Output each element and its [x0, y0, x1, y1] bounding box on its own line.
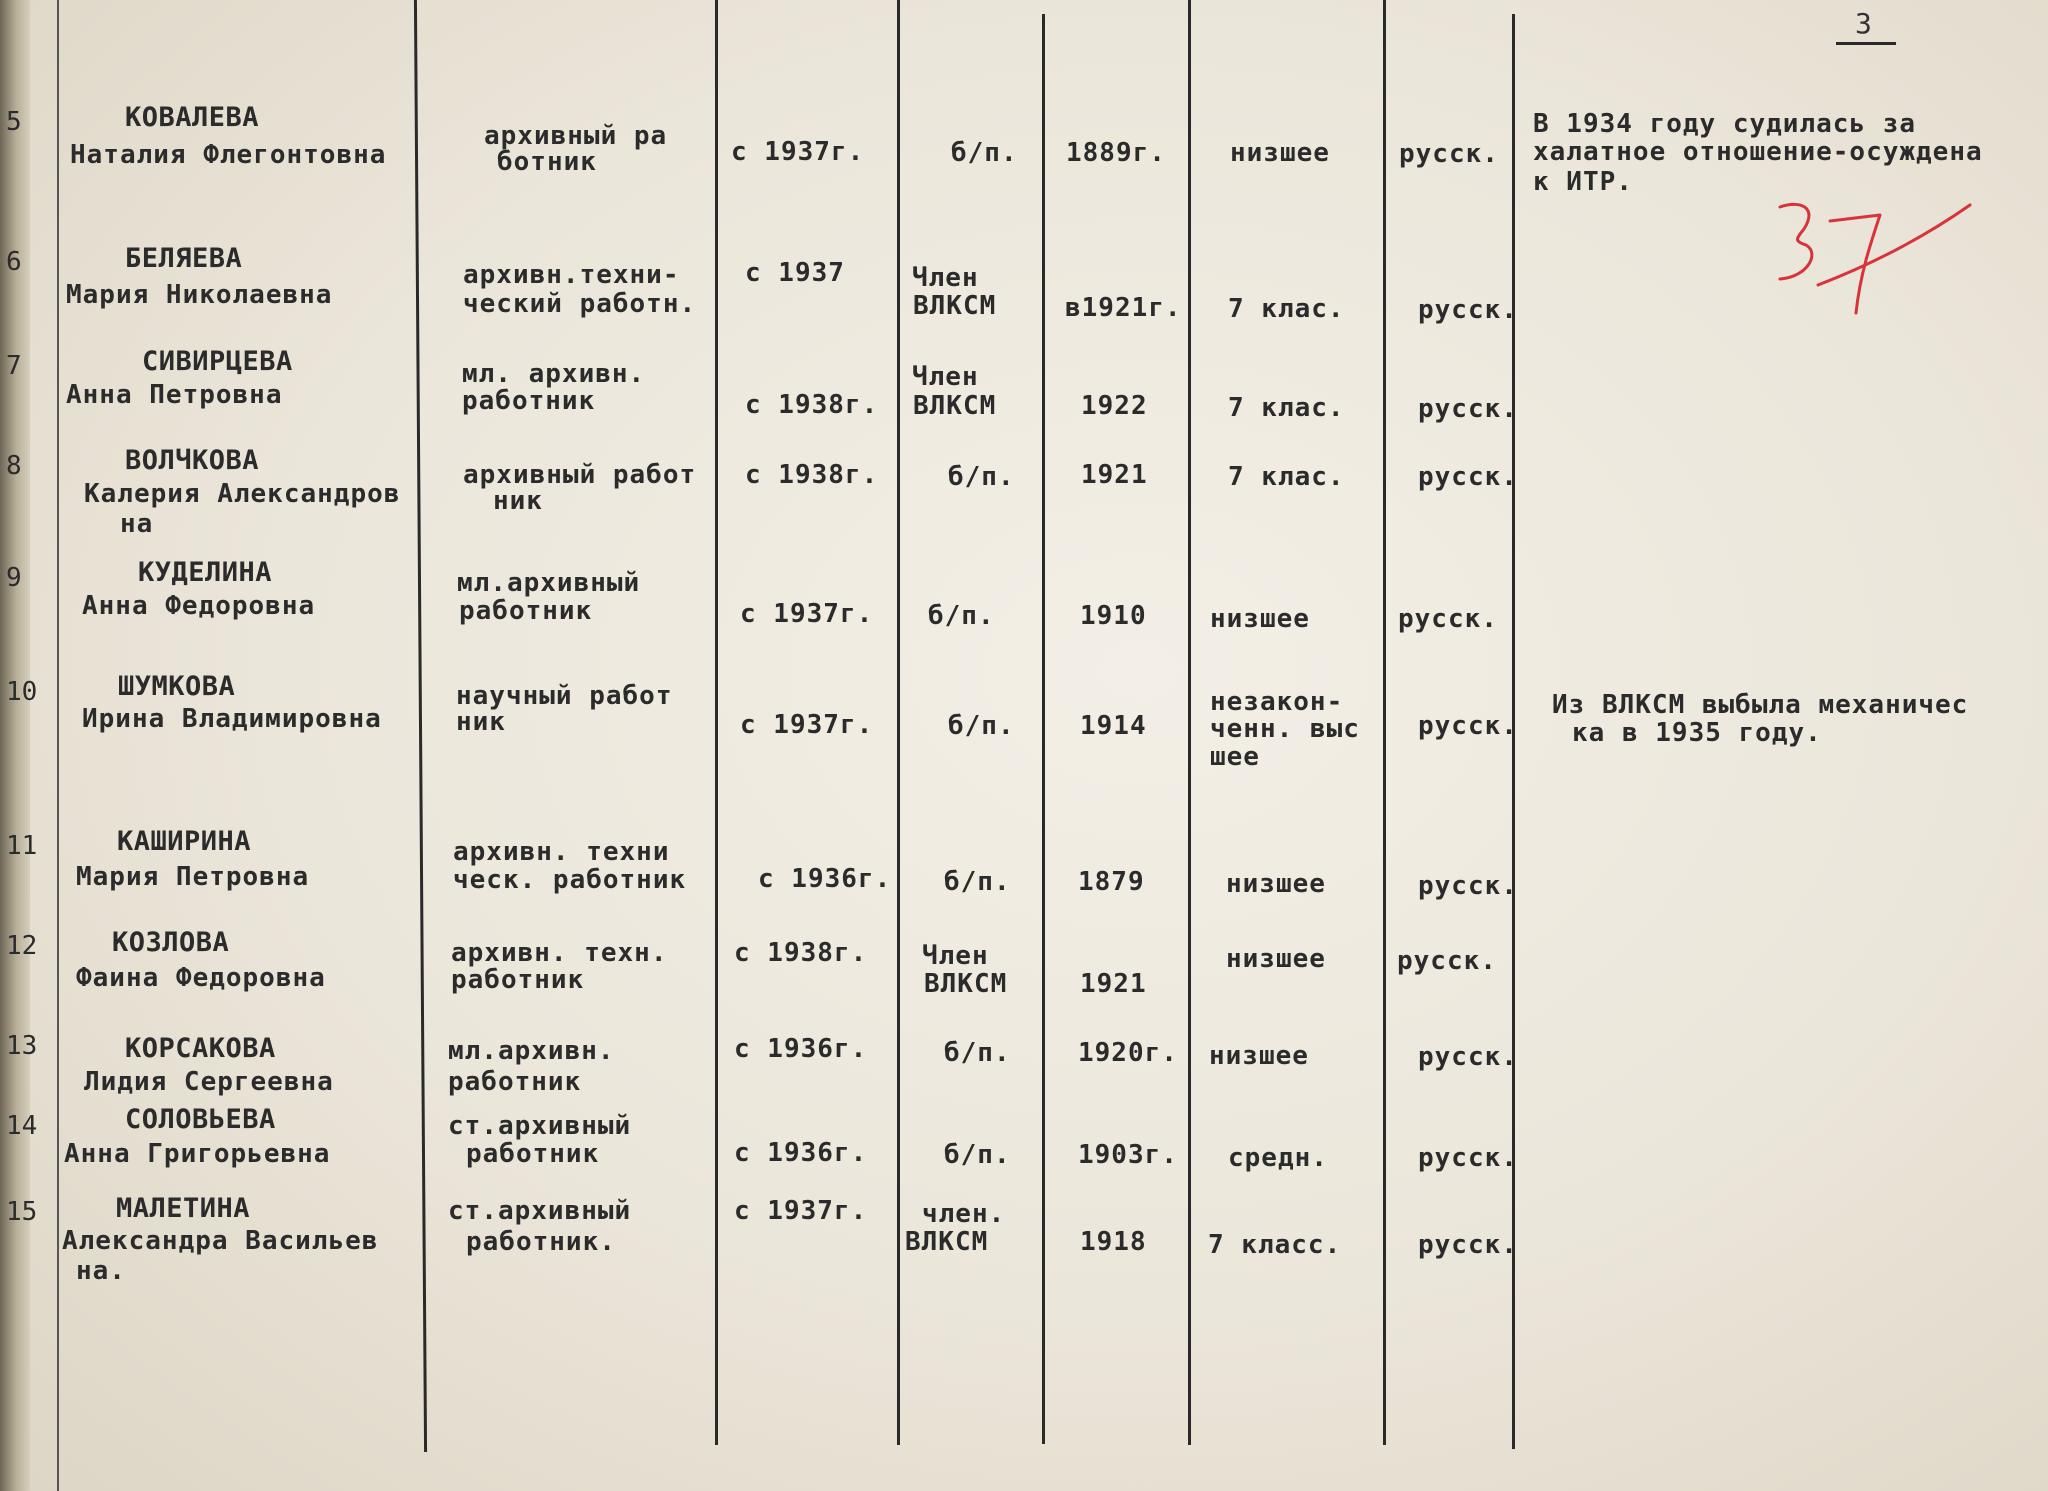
position: архивн.техни-: [463, 260, 680, 290]
party-status: б/п.: [944, 1140, 1011, 1170]
given-names-continued: на: [120, 509, 154, 539]
party-status: Член: [922, 941, 989, 971]
row-number: 13: [6, 1031, 38, 1061]
given-names: Мария Николаевна: [66, 280, 333, 310]
employed-since: с 1938г.: [745, 460, 879, 490]
birth-year: 1914: [1080, 711, 1147, 741]
surname: СОЛОВЬЕВА: [125, 1104, 276, 1135]
position: мл.архивн.: [448, 1036, 615, 1066]
nationality: русск.: [1418, 394, 1518, 424]
note-continued: ка в 1935 году.: [1572, 718, 1822, 748]
party-status-continued: ВЛКСМ: [924, 969, 1008, 999]
column-rule: [1188, 0, 1191, 1445]
position: мл. архивн.: [462, 359, 646, 389]
surname: КАШИРИНА: [117, 826, 252, 857]
employed-since: с 1937г.: [731, 137, 865, 167]
page-number: 3: [1855, 7, 1873, 40]
row-number: 10: [6, 677, 38, 707]
note: Из ВЛКСМ выбыла механичес: [1552, 690, 1969, 720]
position: ст.архивный: [448, 1196, 632, 1226]
handwritten-red-number: [1760, 195, 1990, 335]
nationality: русск.: [1418, 1042, 1518, 1072]
position-continued: работник: [462, 386, 596, 416]
party-status: б/п.: [928, 601, 995, 631]
row-number: 6: [6, 247, 22, 277]
surname: БЕЛЯЕВА: [125, 243, 243, 274]
given-names-continued: на.: [76, 1256, 126, 1286]
education-continued: шее: [1210, 742, 1260, 772]
birth-year: в1921г.: [1065, 293, 1182, 323]
surname: КУДЕЛИНА: [138, 557, 273, 588]
given-names: Александра Васильев: [62, 1226, 379, 1256]
party-status: Член: [912, 362, 979, 392]
column-rule: [1042, 14, 1045, 1444]
education: низшее: [1210, 604, 1310, 634]
surname: КОРСАКОВА: [125, 1033, 276, 1064]
education: средн.: [1228, 1143, 1328, 1173]
education: 7 клас.: [1228, 294, 1345, 324]
given-names: Мария Петровна: [76, 862, 310, 892]
column-rule: [1383, 0, 1386, 1445]
binding-edge: [0, 0, 30, 1491]
party-status: б/п.: [944, 867, 1011, 897]
row-number: 12: [6, 931, 38, 961]
row-number: 9: [6, 563, 22, 593]
note: В 1934 году судилась за: [1533, 109, 1917, 139]
party-status: б/п.: [948, 462, 1015, 492]
note-continued: халатное отношение-осуждена: [1533, 137, 1983, 167]
position-continued: ник: [456, 707, 506, 737]
position-continued: работник: [466, 1139, 600, 1169]
employed-since: с 1937г.: [740, 599, 874, 629]
birth-year: 1921: [1081, 460, 1148, 490]
surname: КОВАЛЕВА: [125, 102, 260, 133]
birth-year: 1921: [1080, 969, 1147, 999]
education: низшее: [1226, 869, 1326, 899]
nationality: русск.: [1418, 1230, 1518, 1260]
row-number: 11: [6, 831, 38, 861]
education: 7 класс.: [1208, 1230, 1342, 1260]
position-continued: ческий работн.: [463, 289, 697, 319]
given-names: Лидия Сергеевна: [84, 1067, 334, 1097]
position: научный работ: [456, 681, 673, 711]
column-rule: [57, 0, 59, 1491]
given-names: Калерия Александров: [84, 479, 401, 509]
birth-year: 1920г.: [1078, 1038, 1178, 1068]
education: низшее: [1209, 1041, 1309, 1071]
given-names: Наталия Флегонтовна: [70, 140, 387, 170]
employed-since: с 1937г.: [734, 1196, 868, 1226]
party-status: б/п.: [948, 711, 1015, 741]
education: низшее: [1230, 138, 1330, 168]
page-number-underline: [1836, 42, 1896, 45]
party-status: б/п.: [951, 138, 1018, 168]
given-names: Анна Григорьевна: [64, 1139, 331, 1169]
party-status: Член: [912, 263, 979, 293]
row-number: 5: [6, 107, 22, 137]
given-names: Анна Федоровна: [82, 591, 316, 621]
nationality: русск.: [1399, 139, 1499, 169]
given-names: Ирина Владимировна: [82, 704, 382, 734]
employed-since: с 1938г.: [734, 938, 868, 968]
position-continued: ник: [493, 486, 543, 516]
birth-year: 1910: [1080, 601, 1147, 631]
row-number: 8: [6, 451, 22, 481]
nationality: русск.: [1397, 946, 1497, 976]
nationality: русск.: [1418, 1143, 1518, 1173]
given-names: Фаина Федоровна: [76, 963, 326, 993]
position: архивный работ: [463, 460, 697, 490]
surname: ШУМКОВА: [118, 671, 236, 702]
nationality: русск.: [1398, 604, 1498, 634]
employed-since: с 1937: [745, 258, 845, 288]
position: мл.архивный: [457, 568, 641, 598]
employed-since: с 1938г.: [745, 390, 879, 420]
employed-since: с 1937г.: [740, 710, 874, 740]
party-status: член.: [922, 1199, 1006, 1229]
nationality: русск.: [1418, 711, 1518, 741]
employed-since: с 1936г.: [734, 1138, 868, 1168]
row-number: 7: [6, 351, 22, 381]
employed-since: с 1936г.: [758, 864, 892, 894]
nationality: русск.: [1418, 295, 1518, 325]
position-continued: ботник: [497, 147, 597, 177]
surname: КОЗЛОВА: [112, 927, 230, 958]
education-continued: ченн. выс: [1210, 714, 1360, 744]
birth-year: 1918: [1080, 1227, 1147, 1257]
column-rule: [715, 0, 718, 1445]
party-status-continued: ВЛКСМ: [913, 391, 997, 421]
employed-since: с 1936г.: [734, 1034, 868, 1064]
position: архивн. техн.: [451, 938, 668, 968]
education: 7 клас.: [1228, 393, 1345, 423]
position: ст.архивный: [448, 1111, 632, 1141]
surname: СИВИРЦЕВА: [142, 346, 293, 377]
position-continued: работник: [459, 596, 593, 626]
position-continued: работник: [451, 965, 585, 995]
birth-year: 1922: [1081, 391, 1148, 421]
nationality: русск.: [1418, 871, 1518, 901]
row-number: 15: [6, 1197, 38, 1227]
position: архивн. техни: [453, 837, 670, 867]
birth-year: 1879: [1078, 867, 1145, 897]
position-continued: ческ. работник: [453, 865, 687, 895]
education: 7 клас.: [1228, 462, 1345, 492]
nationality: русск.: [1418, 462, 1518, 492]
birth-year: 1903г.: [1078, 1140, 1178, 1170]
birth-year: 1889г.: [1066, 138, 1166, 168]
position-continued: работник: [448, 1067, 582, 1097]
surname: МАЛЕТИНА: [116, 1193, 251, 1224]
note-continued: к ИТР.: [1533, 167, 1633, 197]
education: незакон-: [1210, 687, 1344, 717]
party-status: б/п.: [944, 1038, 1011, 1068]
position-continued: работник.: [466, 1227, 616, 1257]
column-rule: [897, 0, 900, 1445]
given-names: Анна Петровна: [66, 380, 283, 410]
education: низшее: [1226, 944, 1326, 974]
position: архивный ра: [484, 121, 668, 151]
party-status-continued: ВЛКСМ: [913, 291, 997, 321]
party-status-continued: ВЛКСМ: [905, 1227, 989, 1257]
row-number: 14: [6, 1111, 38, 1141]
surname: ВОЛЧКОВА: [125, 445, 260, 476]
